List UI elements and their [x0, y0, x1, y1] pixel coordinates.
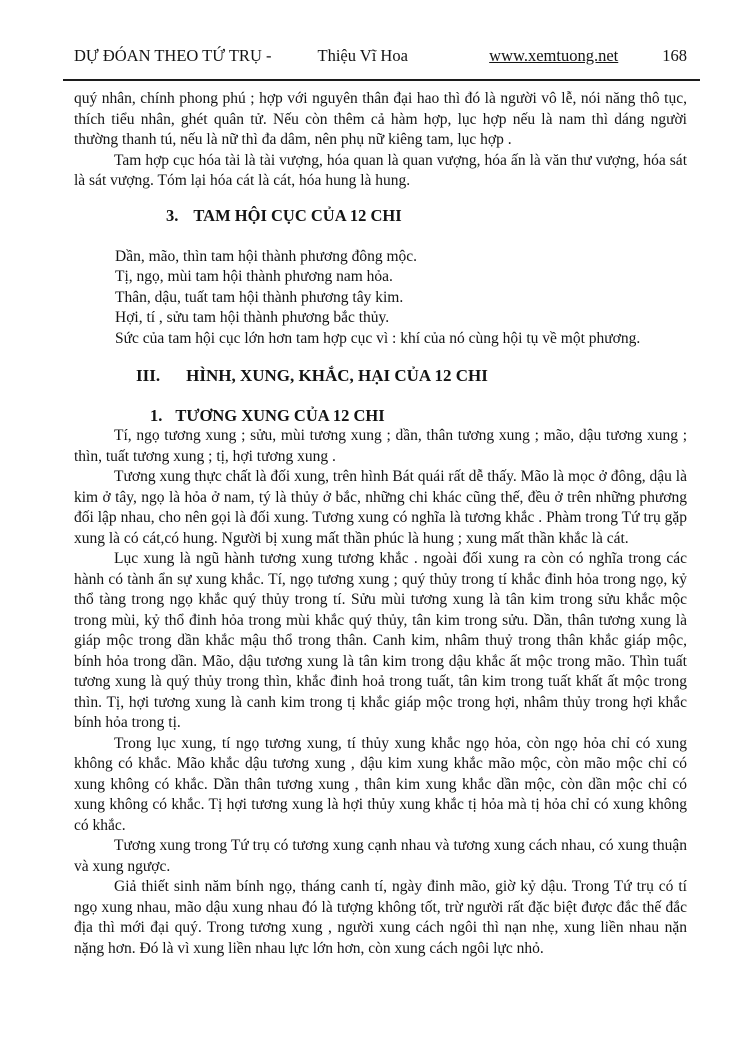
- paragraph: Tương xung thực chất là đối xung, trên hình Bát quái rất dễ thấy. Mão là mọc ở đông, dậu là kim ở tây, ngọ là hỏa ở nam, tý là thủy ở bắc, những chi khác cũng thế, đều ở trên những phương đối lập nhau, cho nên gọi là đối xung. Tương xung có nghĩa là tương khắc . Phàm trong Tứ trụ gặp xung là có cát,có hung. Người bị xung mất thần phúc là hung ; xung mất thần khắc là cát.: [74, 468, 687, 547]
- page-body: [74, 89, 687, 959]
- section-heading-hinh-xung: [136, 365, 687, 386]
- list-item: Dần, mão, thìn tam hội thành phương đông mộc.: [115, 247, 418, 265]
- paragraph: Tương xung trong Tứ trụ có tương xung cạnh nhau và tương xung cách nhau, có xung thuận và xung ngược.: [74, 837, 687, 875]
- list-item: Tị, ngọ, mùi tam hội thành phương nam hỏa.: [115, 268, 393, 285]
- website-link[interactable]: www.xemtuong.net: [489, 46, 619, 65]
- paragraph-carryover: quý nhân, chính phong phú ; hợp với nguyên thân đại hao thì đó là người vô lễ, nói năng thô tục, thích tiểu nhân, ghét quân tử. Nếu còn thêm cả hàm hợp, lục hợp nếu là nam thì dáng người thường thanh tú, nếu là nữ thì đa dâm, nên phụ nữ kiêng tam, lục hợp .: [74, 90, 687, 148]
- section-title: HÌNH, XUNG, KHẮC, HẠI CỦA 12 CHI: [186, 366, 488, 385]
- section-number: 3.: [166, 205, 179, 225]
- list-item: Hợi, tí , sửu tam hội thành phương bắc thủy.: [115, 309, 390, 326]
- list-item: Sức của tam hội cục lớn hơn tam hợp cục vì : khí của nó cùng hội tụ về một phương.: [115, 329, 641, 347]
- paragraph: Trong lục xung, tí ngọ tương xung, tí thủy xung khắc ngọ hỏa, còn ngọ hỏa chỉ có xung không có khắc. Mão khắc dậu tương xung , dậu kim xung khắc mão mộc, còn mão mộc chỉ có xung không có khắc. Dần thân tương xung , thân kim xung khắc dần mộc, còn dần mộc chỉ có xung không có khắc. Tị hợi tương xung là hợi thủy xung khắc tị hỏa mà tị hỏa chỉ có xung không có khắc.: [74, 734, 687, 834]
- section-number: III.: [136, 366, 161, 385]
- paragraph: Tí, ngọ tương xung ; sửu, mùi tương xung ; dần, thân tương xung ; mão, dậu tương xung ; thìn, tuất tương xung ; tị, hợi tương xung .: [74, 427, 687, 465]
- tam-hoi-list: [115, 247, 687, 350]
- list-item: Thân, dậu, tuất tam hội thành phương tây kim.: [115, 288, 404, 306]
- page-number: 168: [662, 46, 687, 65]
- paragraph: Lục xung là ngũ hành tương xung tương khắc . ngoài đối xung ra còn có nghĩa trong các hành có tành ẩn sự xung khắc. Tí, ngọ tương xung ; quý thủy trong tí khắc đinh hỏa trong ngọ, kỷ thổ tàng trong ngọ khắc quý thủy trong tí. Sửu mùi tương xung là tân kim trong sửu khắc mộc trong mùi, kỷ thổ đinh hỏa trong mùi khắc quý thủy, tân kim trong sửu. Dần, thân tương xung là giáp mộc trong dần khắc mậu thổ trong thân. Canh kim, nhâm thuỷ trong thân khắc giáp mộc, bính hỏa trong dần. Mão, dậu tương xung là tân kim trong dậu khắc ất mộc trong mão. Thìn tuất tương xung là quý thủy trong thìn, khắc đinh hoả trong tuất, tân kim trong tuất khất ất mộc trong thìn. Tị, hợi tương xung là canh kim trong tị khắc giáp mộc trong hợi, nhâm thủy trong hợi khắc bính hỏa trong tị.: [74, 550, 687, 731]
- author-name: Thiệu Vĩ Hoa: [317, 46, 408, 65]
- page-header: [74, 46, 687, 66]
- section-heading-tuong-xung: [150, 405, 687, 426]
- paragraph-tam-hop: Tam hợp cục hóa tài là tài vượng, hóa quan là quan vượng, hóa ấn là văn thư vượng, hóa sát là sát vượng. Tóm lại hóa cát là cát, hóa hung là hung.: [74, 151, 687, 189]
- section-title: TƯƠNG XUNG CỦA 12 CHI: [175, 406, 385, 425]
- section-number: 1.: [150, 406, 163, 425]
- section-title: TAM HỘI CỤC CỦA 12 CHI: [193, 205, 402, 225]
- book-title: DỰ ĐÓAN THEO TỨ TRỤ -: [74, 46, 272, 65]
- section-heading-tam-hoi: [166, 205, 687, 226]
- paragraph: Giả thiết sinh năm bính ngọ, tháng canh tí, ngày đinh mão, giờ kỷ dậu. Trong Tứ trụ có tí ngọ xung nhau, mão dậu xung nhau đó là tượng không tốt, trừ người rất đặc biệt được đắc thế đắc địa thì mới đại quý. Trong tương xung , người xung cách ngôi thì nạn nhẹ, xung liền nhau nặn nặng hơn. Đó là vì xung liền nhau lực lớn hơn, còn xung cách ngôi lực nhỏ.: [74, 878, 687, 957]
- header-divider: [63, 79, 700, 81]
